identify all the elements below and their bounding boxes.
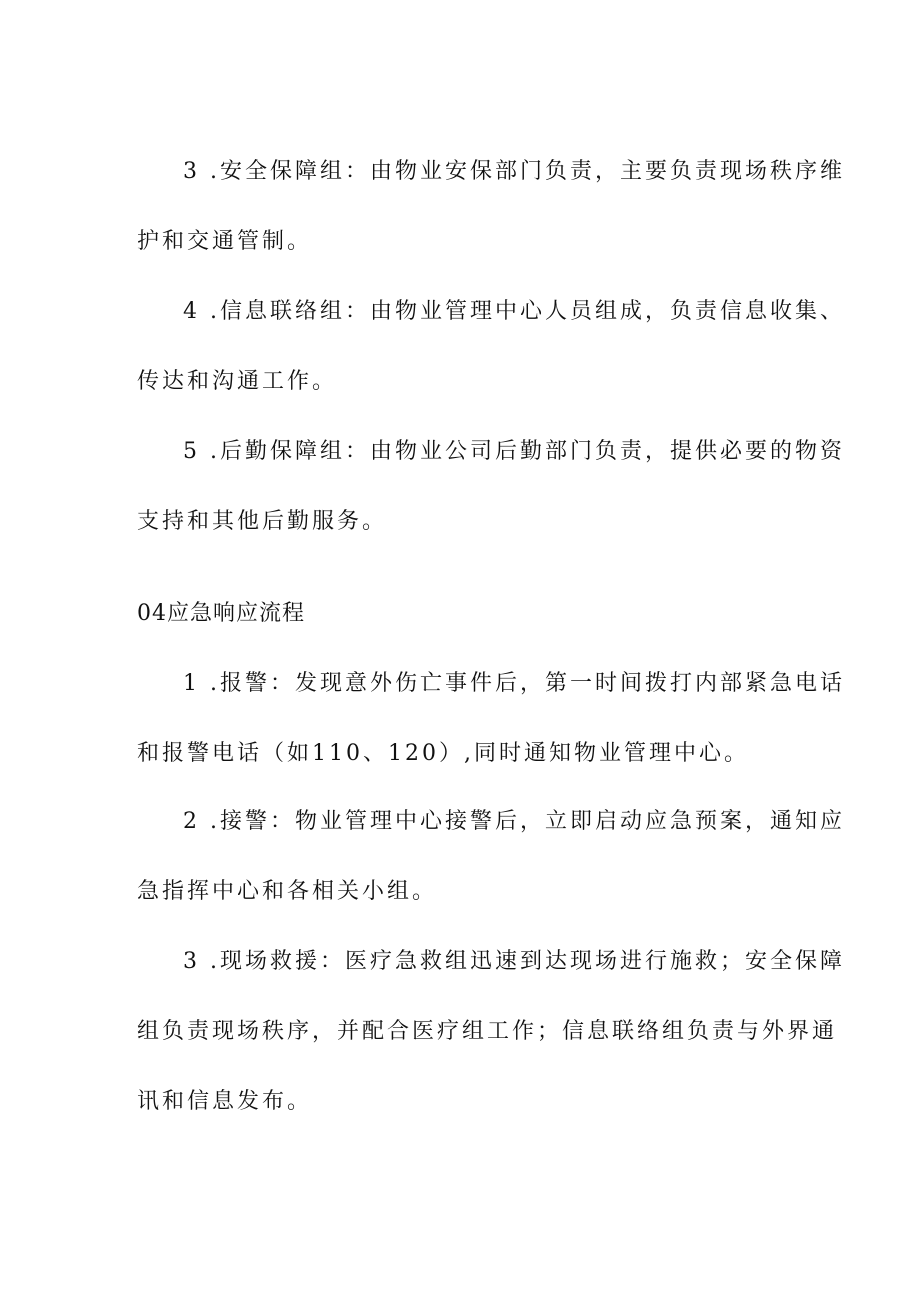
step-line: 和报警电话（如110、120）,同时通知物业管理中心。 bbox=[137, 741, 749, 766]
paragraph-line: 3 .安全保障组：由物业安保部门负责，主要负责现场秩序维 bbox=[183, 159, 845, 184]
section-heading: 04应急响应流程 bbox=[137, 601, 305, 626]
step-line: 2 .接警：物业管理中心接警后，立即启动应急预案，通知应 bbox=[183, 809, 845, 834]
paragraph-line: 4 .信息联络组：由物业管理中心人员组成，负责信息收集、 bbox=[183, 299, 845, 324]
step-line: 讯和信息发布。 bbox=[137, 1089, 313, 1114]
step-line: 1 .报警：发现意外伤亡事件后，第一时间拨打内部紧急电话 bbox=[183, 671, 845, 696]
step-line: 急指挥中心和各相关小组。 bbox=[137, 879, 438, 904]
step-line: 3 .现场救援：医疗急救组迅速到达现场进行施救；安全保障 bbox=[183, 949, 845, 974]
paragraph-line: 传达和沟通工作。 bbox=[137, 369, 338, 394]
paragraph-line: 5 .后勤保障组：由物业公司后勤部门负责，提供必要的物资 bbox=[183, 439, 845, 464]
step-line: 组负责现场秩序，并配合医疗组工作；信息联络组负责与外界通 bbox=[137, 1019, 838, 1044]
paragraph-line: 护和交通管制。 bbox=[137, 229, 313, 254]
paragraph-line: 支持和其他后勤服务。 bbox=[137, 509, 388, 534]
